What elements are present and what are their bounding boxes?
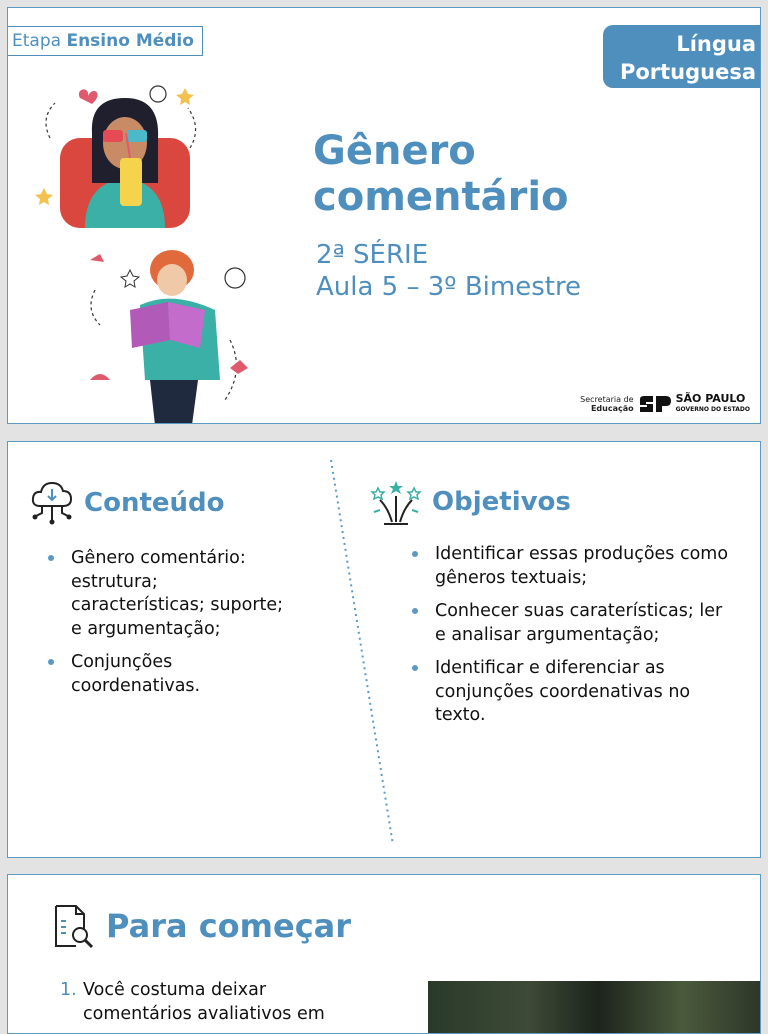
secretaria-text: Secretaria de	[580, 395, 634, 404]
title-line-2: comentário	[313, 174, 569, 220]
cloud-network-icon	[30, 480, 74, 526]
para-comecar-slide	[7, 874, 761, 1034]
list-item: Conhecer suas caraterísticas; ler e analisar argumentação;	[410, 600, 730, 647]
content-heading-label: Conteúdo	[84, 488, 225, 518]
list-item: Gênero comentário: estrutura; características; suporte; e argumentação;	[46, 547, 286, 641]
lesson-label: Aula 5 – 3º Bimestre	[316, 272, 582, 302]
list-item: Conjunções coordenativas.	[46, 651, 286, 698]
photo-image	[428, 981, 761, 1034]
question-text: Você costuma deixar comentários avaliativos em	[83, 980, 325, 1024]
sp-emblem-icon	[638, 395, 672, 413]
objectives-heading	[370, 478, 571, 526]
stage-name: Ensino Médio	[66, 31, 194, 51]
series-label: 2ª SÉRIE	[316, 240, 429, 270]
content-list	[46, 547, 286, 708]
list-item: Identificar e diferenciar as conjunções coordenativas no texto.	[410, 657, 730, 728]
government-text: GOVERNO DO ESTADO	[675, 406, 750, 413]
question-item	[60, 979, 360, 1026]
cover-slide	[7, 7, 761, 424]
stage-prefix: Etapa	[12, 31, 62, 51]
government-logo	[580, 393, 750, 415]
subject-line-1: Língua	[676, 32, 756, 56]
section-heading-label: Para começar	[106, 907, 352, 945]
lesson-info	[316, 239, 581, 303]
objectives-list	[410, 543, 730, 738]
fireworks-icon	[370, 478, 422, 526]
title-line-1: Gênero	[313, 128, 476, 174]
man-reading-illustration	[80, 240, 260, 424]
state-text: SÃO PAULO	[675, 392, 746, 405]
woman-3d-glasses-illustration	[30, 78, 210, 228]
content-objectives-slide	[7, 441, 761, 858]
document-search-icon	[50, 903, 96, 949]
objectives-heading-label: Objetivos	[432, 487, 571, 517]
question-number: 1.	[60, 980, 77, 1000]
secretaria-label	[580, 395, 633, 413]
state-name	[676, 393, 750, 415]
list-item: Identificar essas produções como gêneros textuais;	[410, 543, 730, 590]
educacao-text: Educação	[590, 404, 634, 413]
subject-line-2: Portuguesa	[619, 60, 756, 84]
subject-tab	[603, 25, 761, 88]
content-heading	[30, 480, 225, 526]
page-title	[313, 128, 633, 220]
stage-tag	[7, 26, 203, 56]
section-heading	[50, 903, 351, 949]
